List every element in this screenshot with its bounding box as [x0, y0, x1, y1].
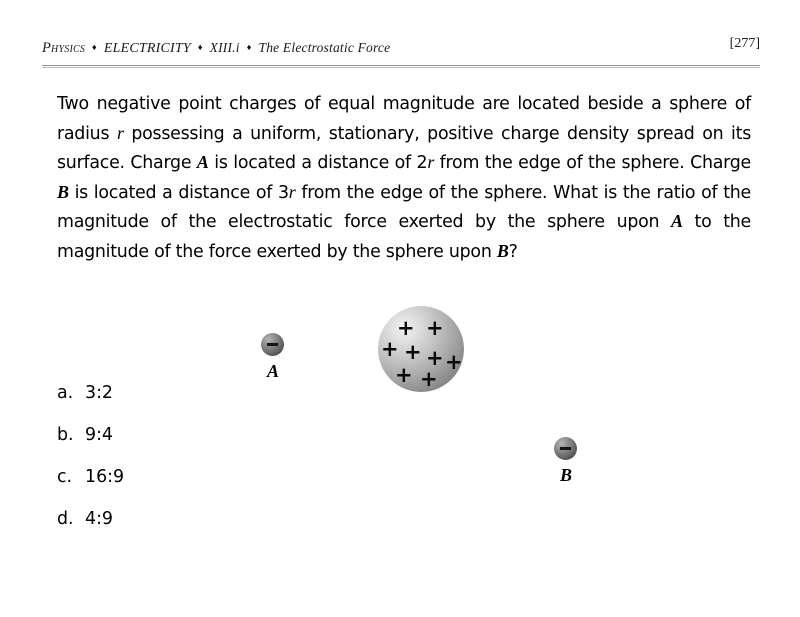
page-number: [277] — [729, 36, 760, 51]
question-line-1: Two negative point charges of equal magnitude are located beside a — [57, 94, 662, 114]
distance-3r-number: 3 — [277, 182, 289, 203]
choice-item[interactable] — [57, 425, 317, 467]
question-line-2a: sphere of radius — [57, 94, 752, 144]
choice-letter: c. — [57, 467, 73, 487]
question-line-6a: exerted by the sphere upon — [398, 212, 672, 233]
header-separator-icon: ♦ — [92, 42, 97, 52]
charge-label-a-inline-2: A — [671, 211, 683, 232]
distance-2r-number: 2 — [416, 153, 428, 174]
header-section: XIII.i — [209, 40, 240, 55]
header-topic: The Electrostatic Force — [258, 40, 391, 55]
charge-label-b-inline: B — [57, 181, 69, 202]
question-text — [57, 90, 751, 267]
header-separator-icon: ♦ — [197, 42, 203, 52]
choice-item[interactable] — [57, 467, 317, 509]
question-line-4b: is located a distance of — [68, 182, 278, 203]
choice-text: 3:2 — [85, 383, 113, 403]
question-line-4c: from the edge of the — [295, 182, 479, 203]
plus-sign-icon: + — [381, 337, 399, 361]
choice-letter: b. — [57, 425, 74, 445]
choice-text: 4:9 — [85, 509, 113, 529]
distance-3r-variable: r — [288, 181, 296, 202]
choice-text: 9:4 — [85, 425, 113, 445]
positive-sphere-icon — [378, 306, 464, 392]
choice-item[interactable] — [57, 383, 317, 425]
distance-2r-variable: r — [427, 152, 435, 173]
header-breadcrumb — [42, 40, 390, 57]
negative-charge-a-icon — [261, 333, 284, 356]
charge-label-b-inline-2: B — [496, 240, 509, 261]
question-line-6b: to the magnitude of the force exerted by — [57, 212, 751, 262]
plus-sign-icon: + — [420, 367, 438, 391]
charge-label-a-inline: A — [196, 152, 209, 173]
plus-sign-icon: + — [395, 363, 413, 387]
plus-sign-icon: + — [426, 316, 444, 340]
minus-sign-icon — [267, 343, 278, 346]
header-unit: ELECTRICITY — [103, 41, 191, 56]
header-divider — [42, 65, 760, 68]
question-line-7b: ? — [508, 241, 518, 262]
header-subject: Physics — [42, 40, 86, 56]
choice-letter: a. — [57, 383, 74, 403]
variable-r: r — [116, 122, 124, 143]
question-line-3a: spread on its surface. Charge — [57, 123, 751, 174]
question-line-7a: the sphere upon — [352, 241, 497, 262]
charge-b-label: B — [559, 465, 572, 485]
choice-letter: d. — [57, 509, 74, 529]
plus-sign-icon: + — [404, 340, 422, 364]
choice-item[interactable] — [57, 509, 317, 551]
negative-charge-b-icon — [554, 437, 577, 460]
question-line-3b: is located a distance of — [208, 153, 417, 174]
plus-sign-icon: + — [397, 316, 415, 340]
plus-sign-icon: + — [426, 346, 444, 370]
minus-sign-icon — [560, 447, 571, 450]
choice-text: 16:9 — [85, 467, 125, 487]
running-header — [42, 36, 760, 62]
answer-choices-list — [57, 383, 317, 551]
charge-a-label: A — [266, 361, 279, 381]
question-line-5: sphere. What is the ratio of the magnitude of the electrostatic force — [57, 182, 752, 233]
question-line-2b: possessing a uniform, stationary, positive charge density — [123, 123, 630, 144]
question-line-4a: of the sphere. Charge — [566, 153, 752, 174]
plus-sign-icon: + — [445, 350, 463, 374]
question-line-3c: from the edge — [434, 153, 561, 174]
header-separator-icon: ♦ — [246, 42, 252, 52]
